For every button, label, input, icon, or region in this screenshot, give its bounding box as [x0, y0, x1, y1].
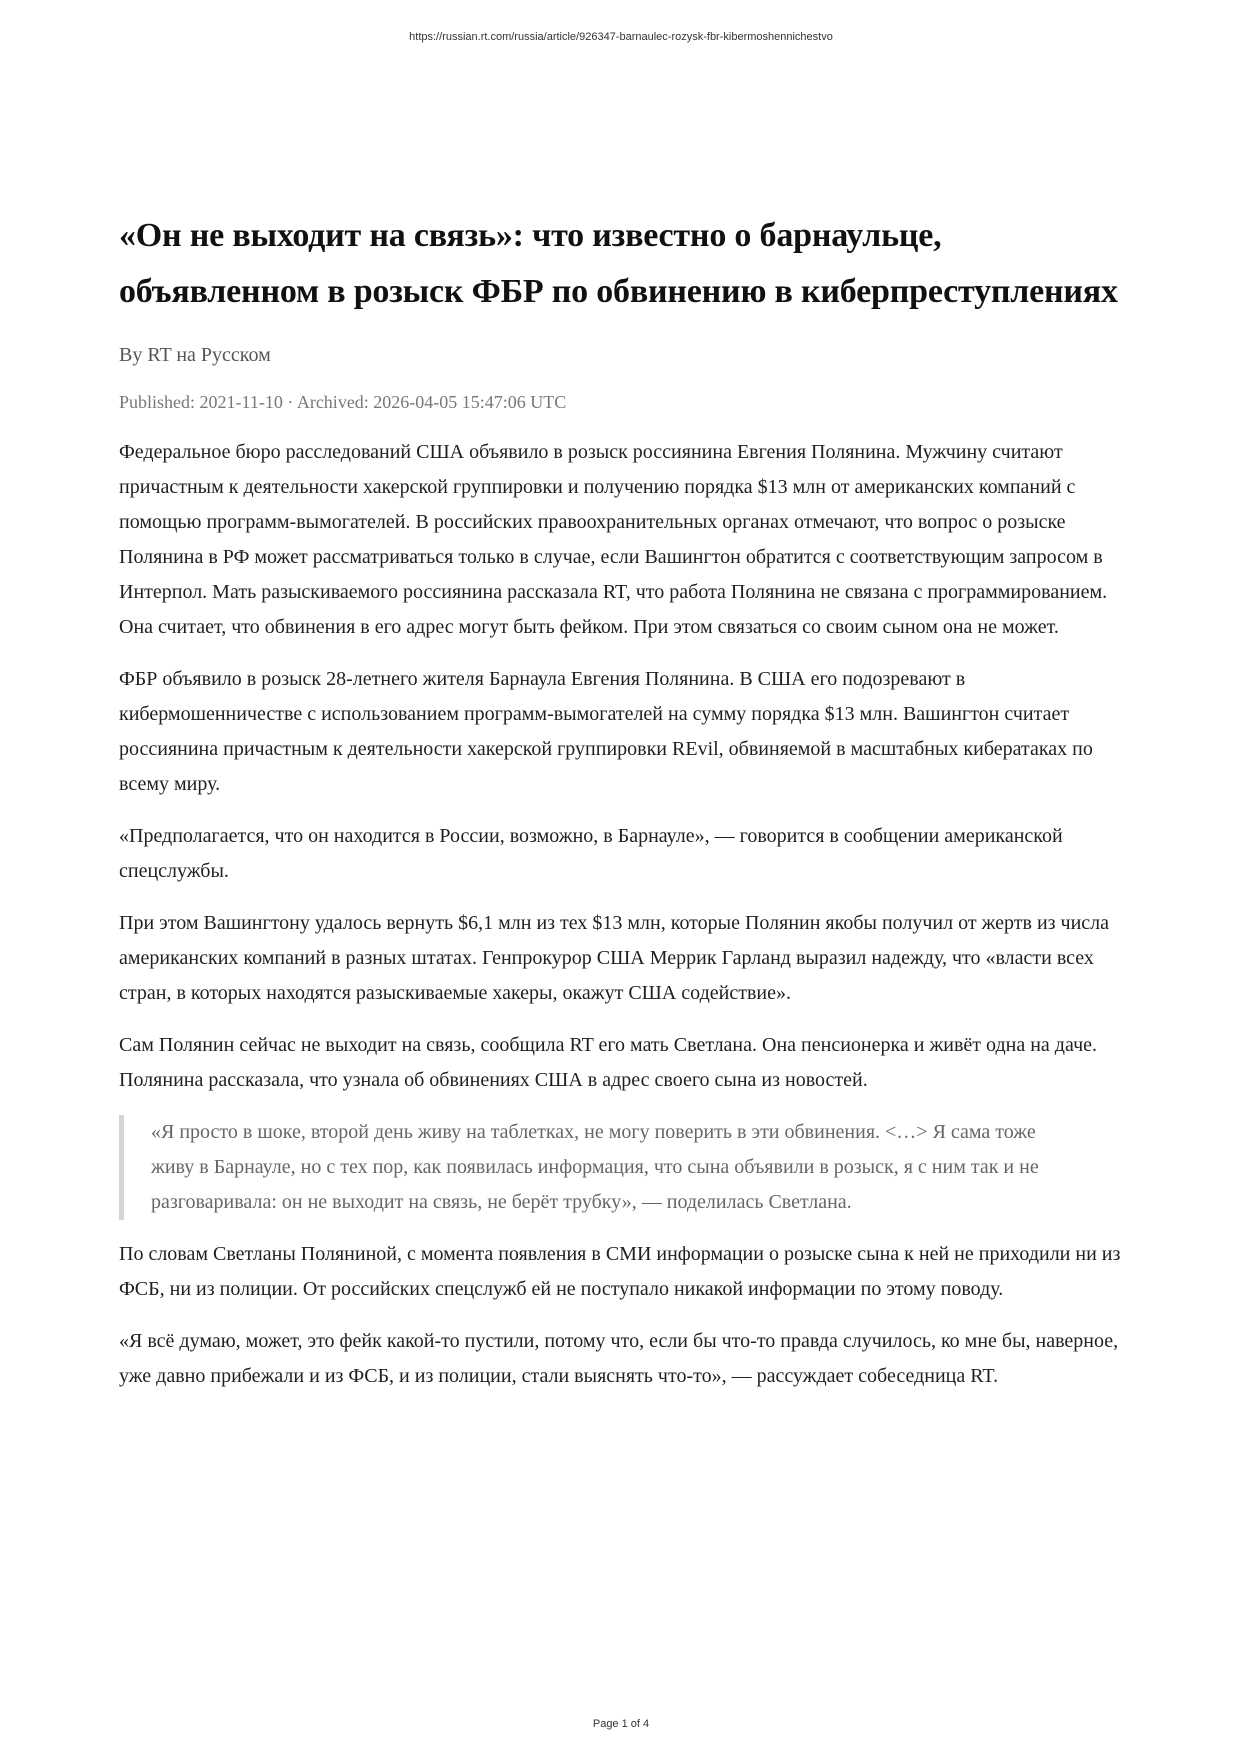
paragraph: «Предполагается, что он находится в России, возможно, в Барнауле», — говорится в сообщении американской спецслужбы.	[119, 825, 1063, 882]
page-url: https://russian.rt.com/russia/article/926347-barnaulec-rozysk-fbr-kibermoshennichestvo	[409, 31, 833, 43]
paragraph: Федеральное бюро расследований США объявило в розыск россиянина Евгения Полянина. Мужчину считают причастным к деятельности хакерской группировки и получению порядка $13 млн от американских компаний с помощью программ-вымогателей. В российских правоохранительных органах отмечают, что вопрос о розыске Полянина в РФ может рассматриваться только в случае, если Вашингтон обратится с соответствующим запросом в Интерпол. Мать разыскиваемого россиянина рассказала RT, что работа Полянина не связана с программированием. Она считает, что обвинения в его адрес могут быть фейком. При этом связаться со своим сыном она не может.	[119, 441, 1108, 638]
paragraph: «Я всё думаю, может, это фейк какой-то пустили, потому что, если бы что-то правда случилось, ко мне бы, наверное, уже давно прибежали и из ФСБ, и из полиции, стали выяснять что-то», — рассуждает собеседница RT.	[119, 1330, 1119, 1387]
article	[119, 208, 1124, 1411]
paragraph: Сам Полянин сейчас не выходит на связь, сообщила RT его мать Светлана. Она пенсионерка и живёт одна на даче. Полянина рассказала, что узнала об обвинениях США в адрес своего сына из новостей.	[119, 1034, 1097, 1091]
blockquote: «Я просто в шоке, второй день живу на таблетках, не могу поверить в эти обвинения. <…> Я сама тоже живу в Барнауле, но с тех пор, как появилась информация, что сына объявили в розыск, я с ним так и не разговаривала: он не выходит на связь, не берёт трубку», — поделилась Светлана.	[119, 1115, 1124, 1220]
page-number: Page 1 of 4	[592, 1718, 650, 1730]
article-byline: By RT на Русском	[119, 344, 271, 366]
paragraph: ФБР объявило в розыск 28-летнего жителя Барнаула Евгения Полянина. В США его подозревают в кибермошенничестве с использованием программ-вымогателей на сумму порядка $13 млн. Вашингтон считает россиянина причастным к деятельности хакерской группировки REvil, обвиняемой в масштабных кибератаках по всему миру.	[119, 668, 1093, 795]
article-body	[119, 435, 1124, 1394]
article-meta: Published: 2021-11-10 · Archived: 2026-04-05 15:47:06 UTC	[119, 392, 567, 412]
paragraph: По словам Светланы Поляниной, с момента появления в СМИ информации о розыске сына к ней не приходили ни из ФСБ, ни из полиции. От российских спецслужб ей не поступало никакой информации по этому поводу.	[119, 1243, 1121, 1300]
article-title: «Он не выходит на связь»: что известно о барнаульце, объявленном в розыск ФБР по обвинению в киберпреступлениях	[119, 217, 1118, 310]
paragraph: При этом Вашингтону удалось вернуть $6,1 млн из тех $13 млн, которые Полянин якобы получил от жертв из числа американских компаний в разных штатах. Генпрокурор США Меррик Гарланд выразил надежду, что «власти всех стран, в которых находятся разыскиваемые хакеры, окажут США содействие».	[119, 912, 1110, 1004]
